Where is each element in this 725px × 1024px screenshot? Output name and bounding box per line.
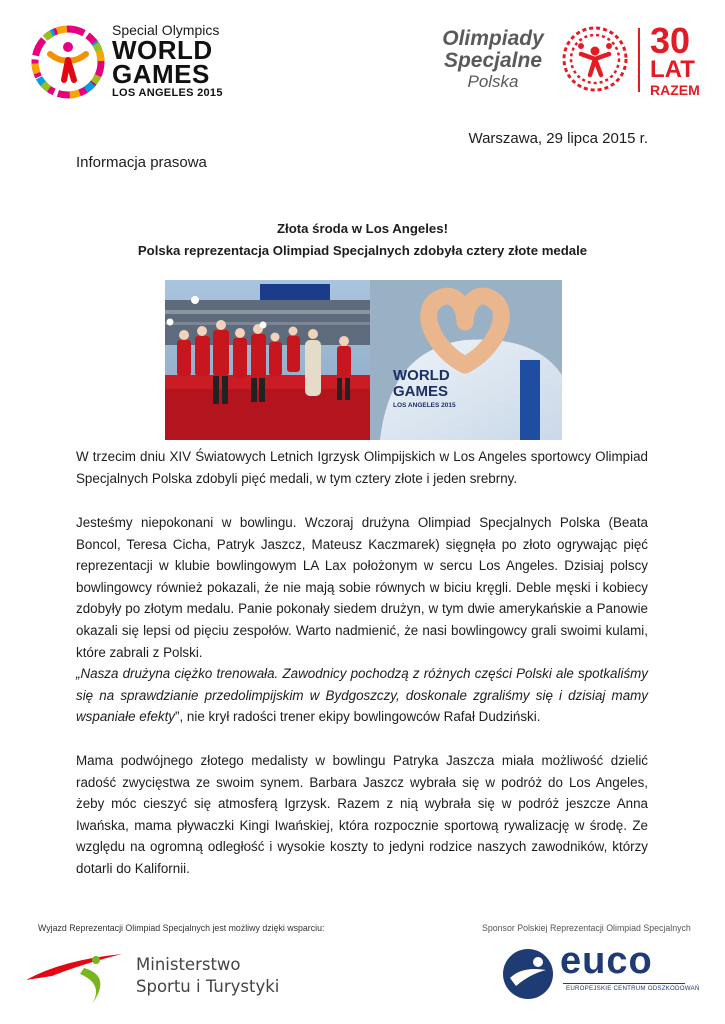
svg-text:WORLD: WORLD	[393, 367, 450, 384]
os-word-olimpiady: Olimpiady	[442, 27, 544, 50]
world-games-logo	[30, 22, 235, 104]
svg-text:LOS ANGELES 2015: LOS ANGELES 2015	[393, 402, 456, 409]
coach-quote: „Nasza drużyna ciężko trenowała. Zawodnicy pochodzą z różnych części Polski ale spotkaliśmy się na sprawdzianie przedolimpijskim w Bydgoszczy, doskonale zgraliśmy się i dzisiaj mamy wspaniałe efekty	[76, 666, 648, 725]
support-label: Wyjazd Reprezentacji Olimpiad Specjalnych jest możliwy dzięki wsparciu:	[38, 923, 325, 933]
olimpiady-figures-icon	[560, 24, 630, 94]
document-type: Informacja prasowa	[76, 154, 207, 171]
olimpiady-specjalne-logo	[428, 28, 558, 98]
euco-emblem-icon	[502, 948, 554, 1000]
press-date: Warszawa, 29 lipca 2015 r.	[468, 130, 648, 147]
special-olympics-emblem-icon	[30, 24, 106, 100]
paragraph-intro: W trzecim dniu XIV Światowych Letnich Igrzysk Olimpijskich w Los Angeles sportowcy Olimpiad Specjalnych Polska zdobyli pięć medali, w tym cztery złote i jeden srebrny.	[76, 449, 648, 486]
ministry-line1: Ministerstwo	[136, 955, 241, 974]
anniversary-badge	[650, 20, 712, 98]
ministry-swoosh-icon	[22, 946, 126, 1006]
wg-games: GAMES	[112, 59, 210, 89]
headline-title: Złota środa w Los Angeles!	[277, 221, 448, 236]
paragraph-bowling: Jesteśmy niepokonani w bowlingu. Wczoraj drużyna Olimpiad Specjalnych Polska (Beata Boncol, Teresa Cicha, Patryk Jaszcz, Mateusz Kaczmarek) sięgnęła po złoto ogrywając pięć reprezentacji w klubie bowlingowym LA Lax położonym w sercu Los Angeles. Dzisiaj polscy bowlingowcy również pokazali, że nie mają sobie równych w biciu kręgli. Deble męski i kobiecy zdobyły po złotym medalu. Panie pokonały siedem drużyn, w tym dwie amerykańskie a Panowie okazali się lepsi od pięciu zespołów. Warto nadmienić, że nasi bowlingowcy grali swoimi kulami, które zabrali z Polski.	[76, 515, 648, 660]
anniversary-number: 30	[650, 20, 691, 61]
sponsor-label: Sponsor Polskiej Reprezentacji Olimpiad Specjalnych	[482, 923, 691, 933]
photo-collage-image	[165, 280, 562, 440]
quote-attribution: ”, nie krył radości trener ekipy bowlingowców Rafał Dudziński.	[175, 709, 541, 725]
os-word-polska: Polska	[467, 72, 519, 91]
euco-wordmark: euco	[560, 940, 653, 982]
euco-rule	[563, 983, 685, 984]
os-word-specjalne: Specjalne	[443, 49, 543, 72]
press-photo	[165, 280, 562, 440]
anniversary-lat: LAT	[650, 56, 695, 83]
paragraph-quote	[76, 663, 648, 728]
svg-text:GAMES: GAMES	[393, 383, 449, 400]
anniversary-razem: RAZEM	[650, 82, 700, 98]
wg-world: WORLD	[112, 35, 213, 65]
wg-special-olympics: Special Olympics	[112, 22, 220, 38]
wg-los-angeles: LOS ANGELES 2015	[112, 87, 223, 99]
euco-tagline: EUROPEJSKIE CENTRUM ODSZKODOWAŃ	[566, 985, 700, 992]
headline-subtitle: Polska reprezentacja Olimpiad Specjalnych zdobyła cztery złote medale	[137, 243, 588, 258]
paragraph-parents: Mama podwójnego złotego medalisty w bowlingu Patryka Jaszcza miała możliwość dzielić radość zwycięstwa ze swoim synem. Barbara Jaszcz wybrała się w podróż do Los Angeles, żeby móc cieszyć się atmosferą Igrzysk. Razem z nią wybrała się w podróż jeszcze Anna Iwańska, mama pływaczki Kingi Iwańskiej, która rozpocznie sportową rywalizację w środę. Ze względu na ogromną odległość i wysokie koszty to jedyni rodzice naszych zawodników, którzy dotarli do Kalifornii.	[76, 753, 648, 876]
header-divider	[638, 28, 640, 92]
ministry-line2: Sportu i Turystyki	[136, 977, 280, 996]
ministry-logo-text	[136, 954, 279, 998]
